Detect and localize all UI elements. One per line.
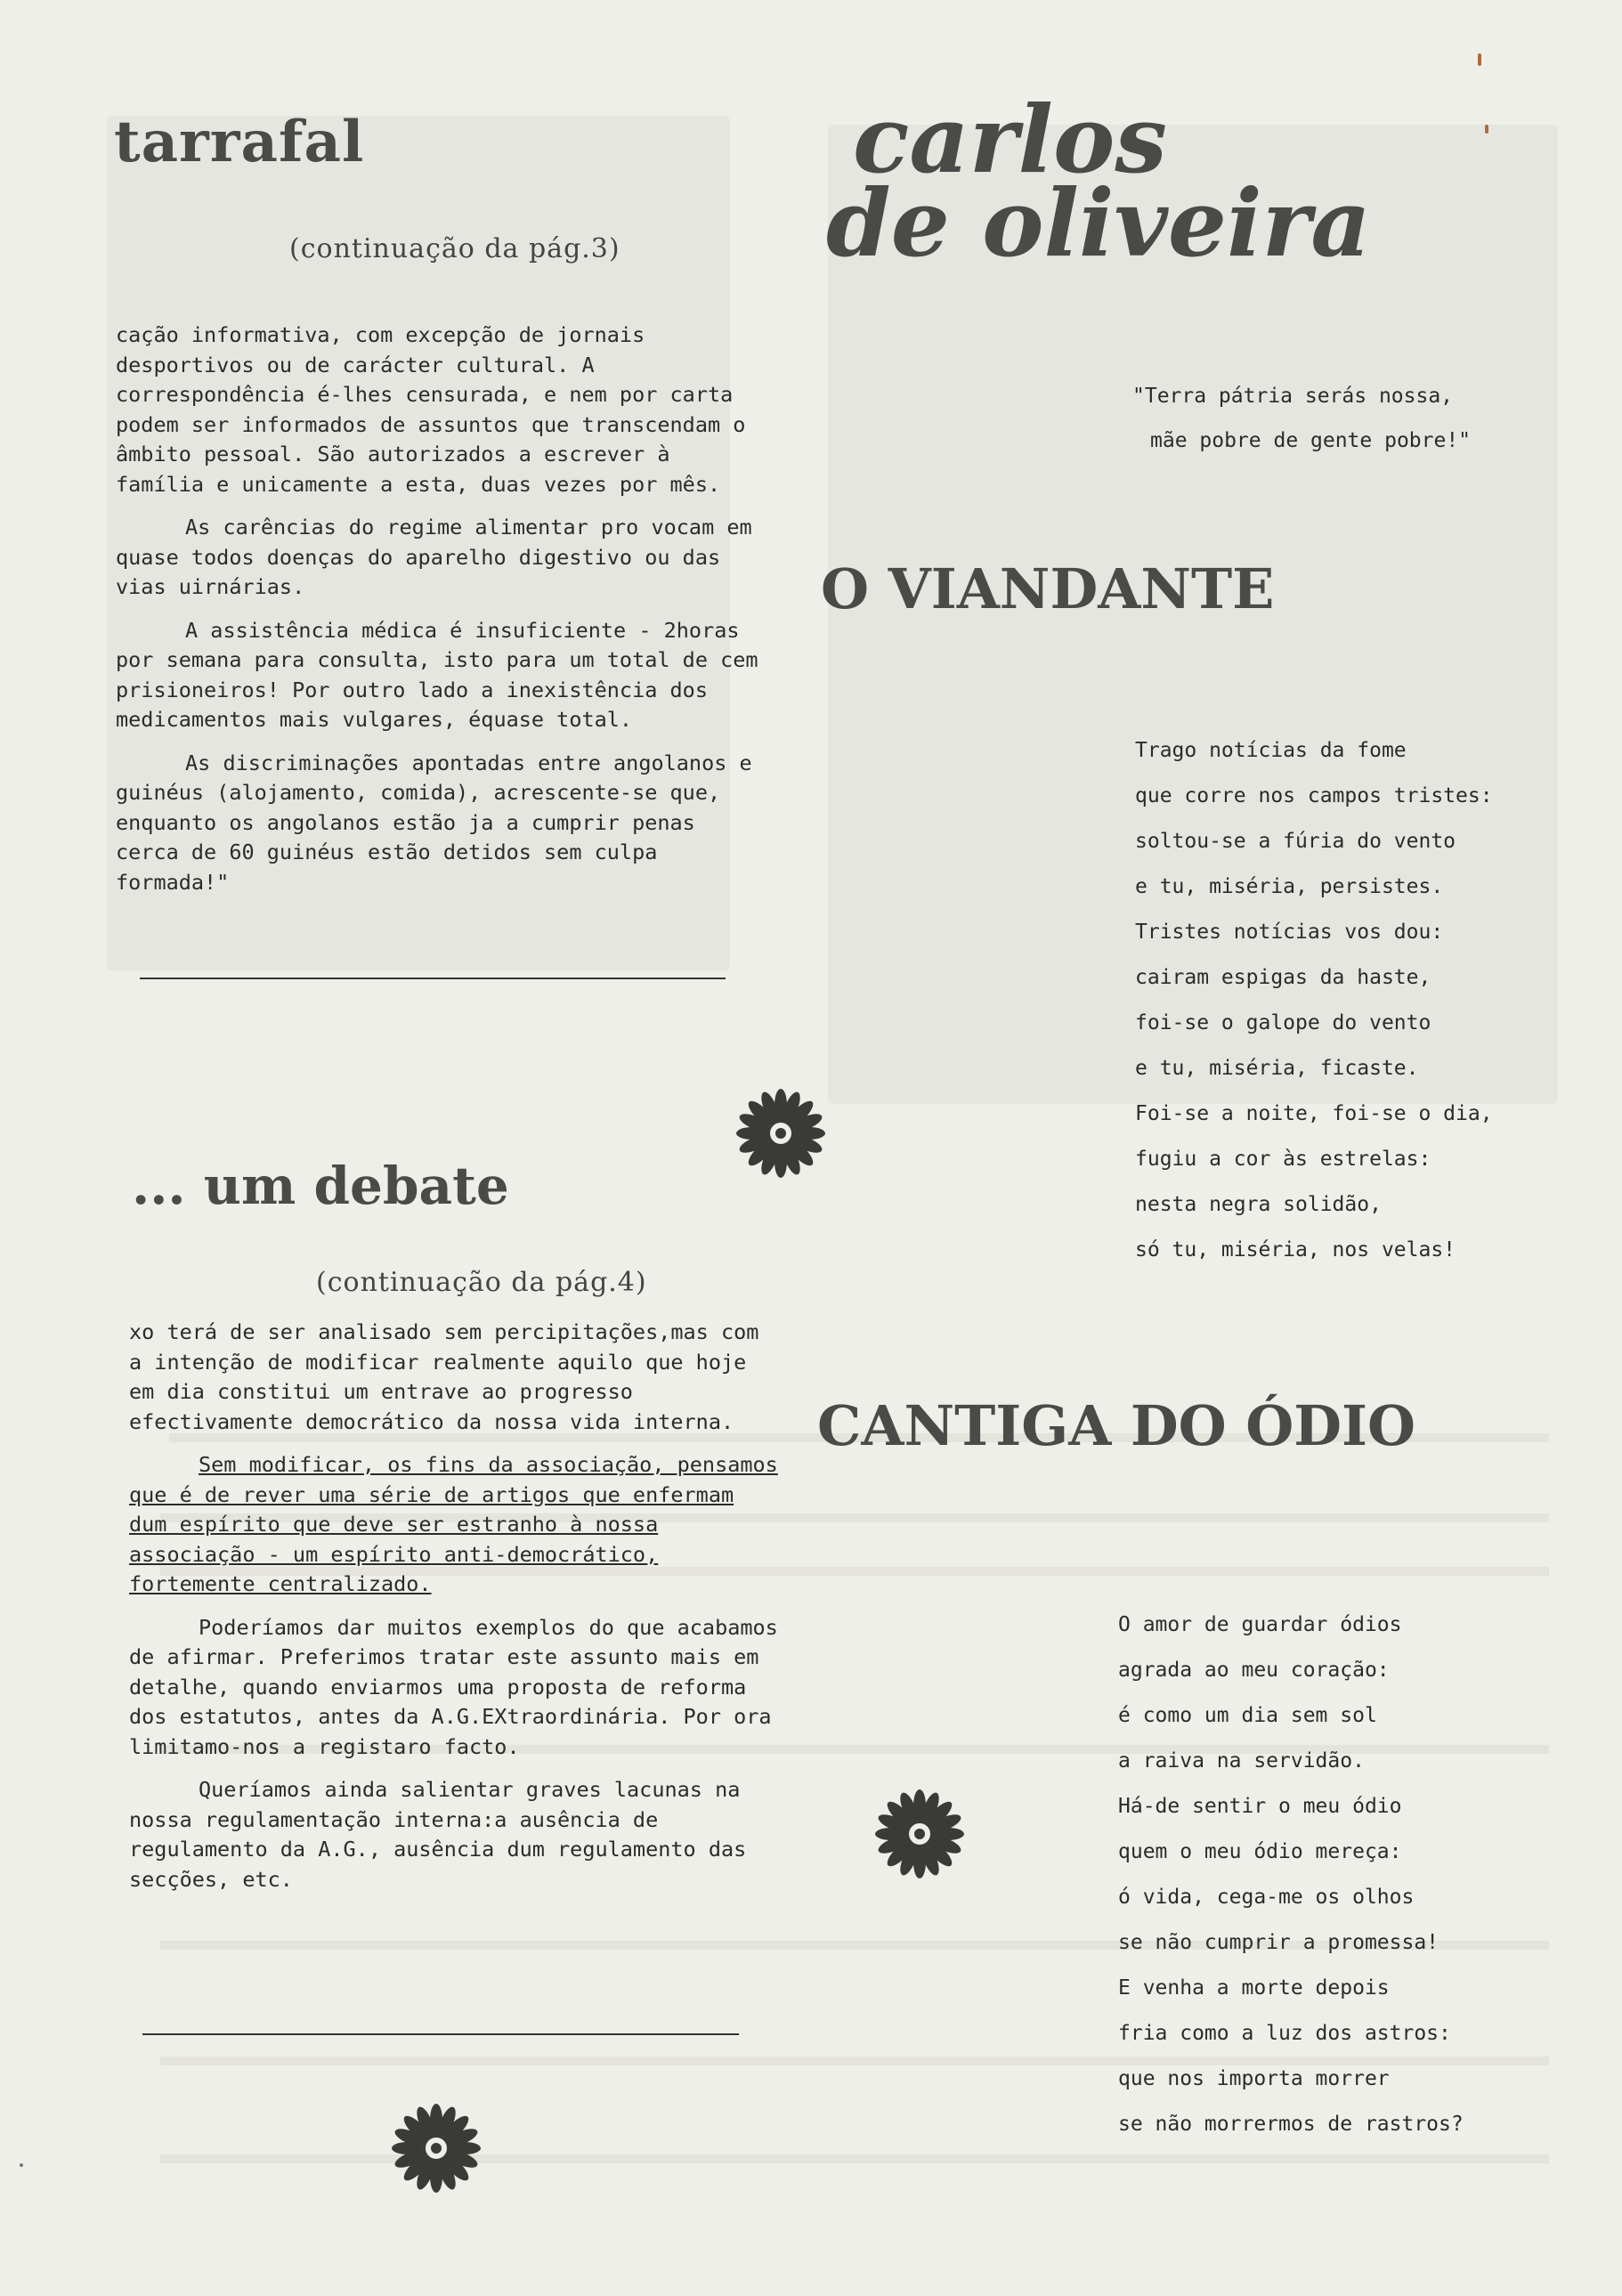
poem-line: O amor de guardar ódios [1118,1613,1402,1636]
author-first-name: carlos [853,85,1167,194]
tarrafal-paragraph: A assistência médica é insuficiente - 2horas por semana para consulta, isto para um total de cem prisioneiros! Por outro lado a inexistência dos medicamentos mais vulgares, équase total. [116,617,758,732]
poem-line: foi-se o galope do vento [1135,1011,1431,1034]
poem-line: que corre nos campos tristes: [1135,784,1493,807]
paper-mark [1478,53,1481,66]
poem-line: quem o meu ódio mereça: [1118,1840,1402,1863]
flower-ornament-icon [732,1084,830,1182]
poem-viandante [1135,728,1493,1273]
tarrafal-paragraph: cação informativa, com excepção de jornais desportivos ou de carácter cultural. A correspondência é-lhes censurada, e nem por carta podem ser informados de assuntos que transcendam o âmbito pessoal. São autorizados a escrever à família e unicamente a esta, duas vezes por mês. [116,322,746,497]
poem-line: cairam espigas da haste, [1135,966,1431,989]
poem-line: e tu, miséria, persistes. [1135,875,1444,898]
author-name [826,85,1371,278]
tarrafal-paragraph: As discriminações apontadas entre angolanos e guinéus (alojamento, comida), acrescente-se que, enquanto os angolanos estão ja a cumprir penas cerca de 60 guinéus estão detidos sem culpa formada!" [116,750,752,895]
debate-paragraph: Poderíamos dar muitos exemplos do que acabamos de afirmar. Preferimos tratar este assunto mais em detalhe, quando enviarmos uma proposta de reforma dos estatutos, antes da A.G.EXtraordinária. Por ora limitamo-nos a registaro facto. [129,1614,778,1759]
poem-title-viandante: O VIANDANTE [821,556,1275,621]
poem-line: E venha a morte depois [1118,1976,1390,2000]
poem-line: que nos importa morrer [1118,2067,1390,2090]
author-last-name: de oliveira [826,168,1371,278]
epigraph [1132,374,1471,463]
debate-article [129,1318,779,1908]
tarrafal-continuation: (continuação da pág.3) [289,233,620,264]
debate-paragraph: xo terá de ser analisado sem percipitações,mas com a intenção de modificar realmente aquilo que hoje em dia constitui um entrave ao progresso efectivamente democrático da nossa vida interna. [129,1319,759,1434]
poem-line: Há-de sentir o meu ódio [1118,1795,1402,1818]
paper-mark [20,2163,23,2167]
tarrafal-article [116,320,766,911]
poem-line: nesta negra solidão, [1135,1193,1382,1216]
poem-line: só tu, miséria, nos velas! [1135,1238,1456,1262]
debate-continuation: (continuação da pág.4) [316,1267,647,1298]
poem-line: se não cumprir a promessa! [1118,1931,1440,1954]
show-through-text [160,2154,1549,2163]
poem-line: ó vida, cega-me os olhos [1118,1886,1415,1909]
debate-paragraph: Queríamos ainda salientar graves lacunas na nossa regulamentação interna:a ausência de regulamento da A.G., ausência dum regulamento das secções, etc. [129,1777,747,1892]
epigraph-line: mãe pobre de gente pobre!" [1150,429,1472,452]
poem-title-cantiga: CANTIGA DO ÓDIO [817,1393,1416,1458]
poem-line: se não morrermos de rastros? [1118,2113,1464,2136]
poem-line: fria como a luz dos astros: [1118,2022,1451,2045]
paper-mark [1485,125,1488,134]
flower-ornament-icon [387,2099,485,2197]
poem-cantiga-do-odio [1118,1602,1464,2147]
tarrafal-title: tarrafal [114,109,365,175]
poem-line: soltou-se a fúria do vento [1135,830,1456,853]
tarrafal-paragraph: As carências do regime alimentar pro vocam em quase todos doenças do aparelho digestivo ou das vias uirnárias. [116,515,752,599]
flower-dot [775,1128,786,1139]
poem-line: e tu, miséria, ficaste. [1135,1057,1419,1080]
poem-line: é como um dia sem sol [1118,1704,1377,1727]
poem-line: agrada ao meu coração: [1118,1659,1390,1682]
debate-title: ... um debate [132,1156,509,1216]
poem-line: a raiva na servidão. [1118,1749,1365,1773]
poem-line: Foi-se a noite, foi-se o dia, [1135,1102,1493,1125]
section-divider [140,978,726,979]
flower-ornament-icon [871,1785,969,1883]
debate-paragraph: Sem modificar, os fins da associação, pensamos que é de rever uma série de artigos que enfermam dum espírito que deve ser estranho à nossa associação - um espírito anti-democrático, fortemente centralizado. [129,1452,778,1596]
flower-dot [914,1829,925,1839]
flower-dot [431,2143,442,2154]
section-divider [142,2033,739,2035]
poem-line: Tristes notícias vos dou: [1135,921,1444,944]
poem-line: Trago notícias da fome [1135,739,1407,762]
epigraph-line: "Terra pátria serás nossa, [1132,385,1454,408]
poem-line: fugiu a cor às estrelas: [1135,1148,1431,1171]
